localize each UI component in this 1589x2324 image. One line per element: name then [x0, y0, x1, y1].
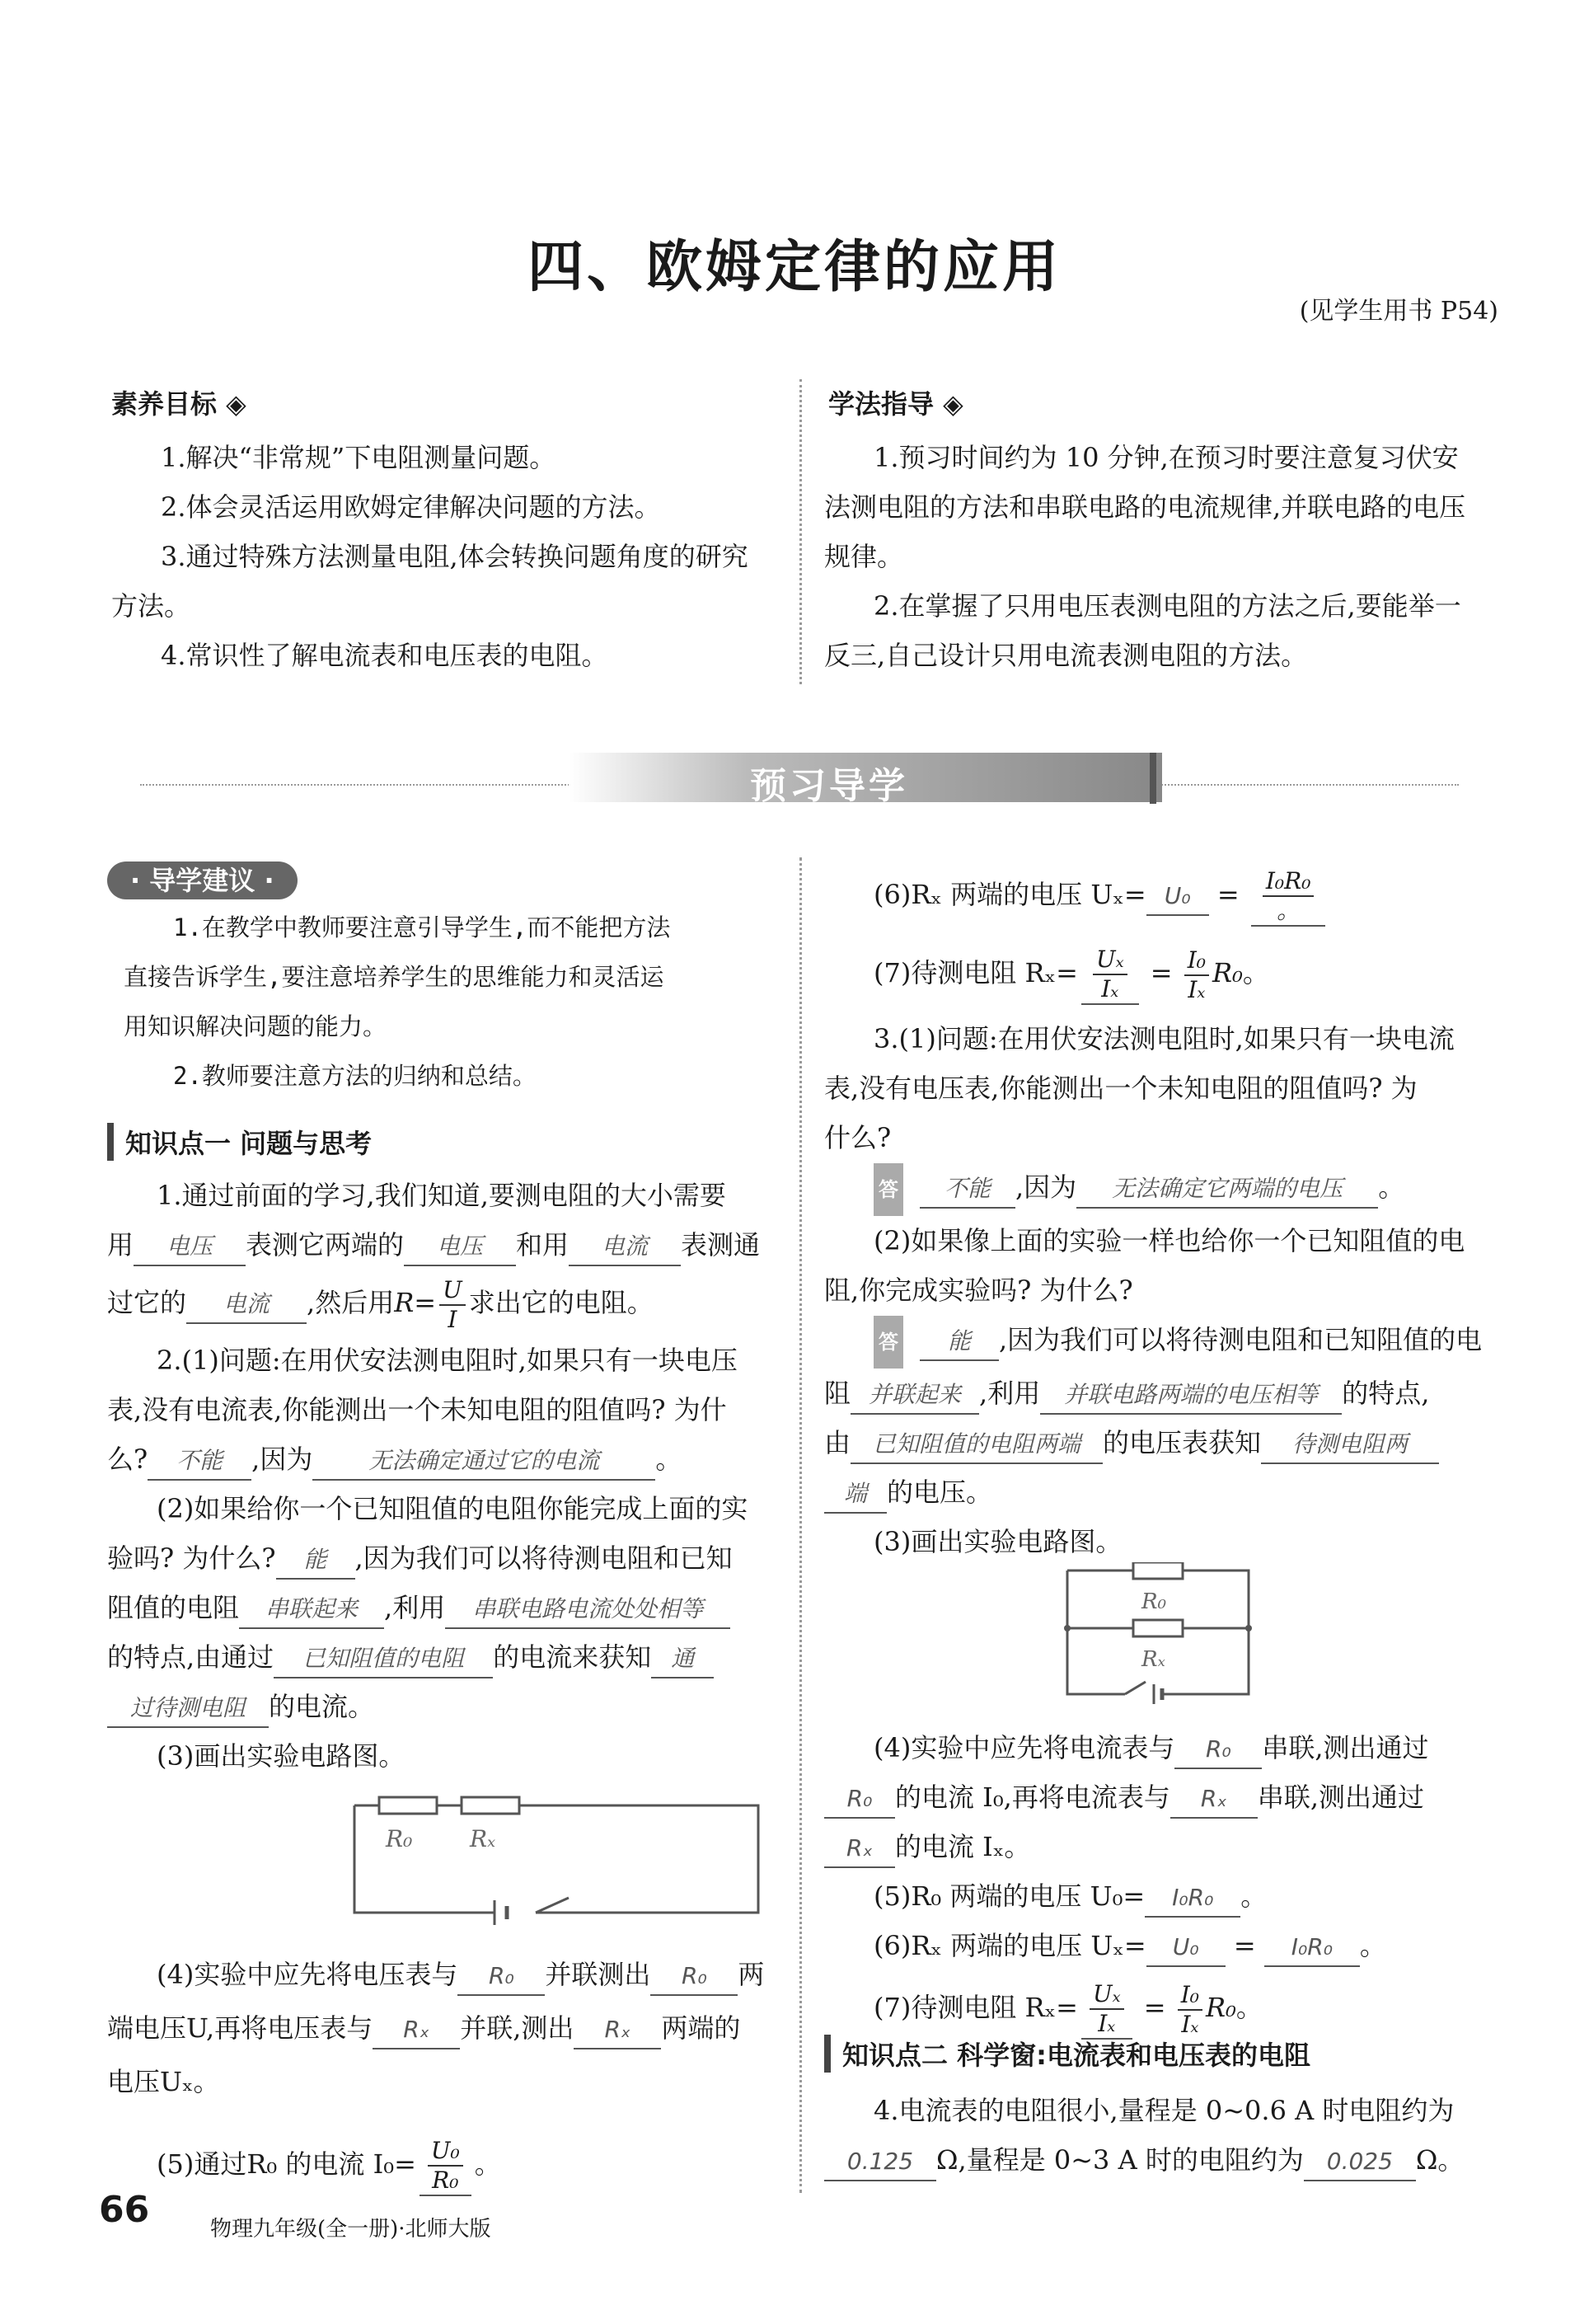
question-line: Rₓ 的电流 Iₓ。: [824, 1822, 1508, 1871]
question-line: (6)Rₓ 两端的电压 Uₓ= U₀ = I₀R₀ 。: [824, 1921, 1508, 1970]
question-line: (4)实验中应先将电流表与 R₀ 串联,测出通过: [824, 1723, 1508, 1772]
blank[interactable]: Rₓ: [373, 2012, 460, 2049]
series-circuit-diagram: [346, 1789, 775, 1937]
question-line: (6)Rₓ 两端的电压 Uₓ= U₀ = $\frac{\text{I₀R₀}}{。}$: [824, 857, 1508, 932]
blank[interactable]: 不能: [148, 1443, 251, 1481]
left-column: [107, 1171, 783, 1781]
blank[interactable]: 通: [651, 1641, 714, 1678]
column-divider: [799, 379, 802, 684]
blank[interactable]: 端: [824, 1476, 887, 1514]
blank[interactable]: 串联起来: [239, 1591, 384, 1629]
question-4: [824, 2086, 1508, 2185]
parallel-circuit-diagram: [1059, 1562, 1257, 1711]
question-line: (7)待测电阻 Rₓ= $\frac{\text{Uₓ}}{\text{Iₓ}}$ = $\frac{\text{I₀}}{\text{Iₓ}}$ R₀。: [874, 945, 1269, 1003]
method-line: 法测电阻的方法和串联电路的电流规律,并联电路的电压: [824, 491, 1466, 523]
blank[interactable]: 电流: [186, 1286, 307, 1324]
question-line: 表,没有电压表,你能测出一个未知电阻的阻值吗? 为: [824, 1073, 1418, 1104]
advice-tag: [107, 860, 298, 898]
resistor-r0: [1133, 1562, 1183, 1579]
advice-tag-label: · 导学建议 ·: [107, 862, 298, 899]
blank[interactable]: 0.125: [824, 2143, 936, 2181]
blank[interactable]: Rₓ: [1170, 1781, 1258, 1819]
blank[interactable]: 0.025: [1304, 2143, 1416, 2181]
blank[interactable]: 能: [920, 1323, 999, 1361]
blank[interactable]: 并联电路两端的电压相等: [1040, 1377, 1342, 1415]
blank[interactable]: R₀: [457, 1958, 545, 1996]
resistor-r0: [379, 1797, 437, 1814]
goals-heading: 素养目标 ◈: [111, 388, 246, 420]
label-rx: Rₓ: [470, 1825, 496, 1852]
page-title: 四、欧姆定律的应用: [527, 234, 1062, 300]
advice-line: 直接告诉学生,要注意培养学生的思维能力和灵活运: [124, 963, 664, 991]
answer-line: 阻 并联起来 ,利用 并联电路两端的电压相等 的特点,: [824, 1369, 1508, 1418]
resistor-rx: [1133, 1620, 1183, 1636]
advice-box: [124, 903, 766, 1101]
right-column: [824, 857, 1508, 1566]
question-line: 过待测电阻 的电流。: [107, 1682, 783, 1731]
fraction: $\frac{\text{I₀R₀}}{。}$: [1251, 867, 1326, 927]
blank[interactable]: R₀: [1174, 1731, 1262, 1769]
question-line: (2)如果给你一个已知阻值的电阻你能完成上面的实: [157, 1493, 748, 1524]
fraction: $\frac{\text{I₀}}{\text{Iₓ}}$: [1178, 1981, 1202, 2039]
answer-icon: 答: [874, 1316, 903, 1369]
blank[interactable]: U₀: [1146, 878, 1209, 916]
question-line: 阻,你完成实验吗? 为什么?: [824, 1275, 1133, 1306]
question-line: 电压Uₓ。: [107, 2066, 220, 2097]
knowledge-point-1: 知识点一 问题与思考: [107, 1123, 372, 1161]
goal-item: 4.常识性了解电流表和电压表的电阻。: [161, 640, 608, 671]
page-reference: (见学生用书 P54): [1299, 297, 1498, 326]
fraction: $\frac{\text{I₀}}{\text{Iₓ}}$: [1184, 946, 1209, 1004]
question-line: (5)R₀ 两端的电压 U₀= I₀R₀ 。: [824, 1871, 1508, 1921]
method-heading: 学法指导 ◈: [828, 388, 963, 420]
question-line: 0.125 Ω,量程是 0~3 A 时的电阻约为 0.025 Ω。: [824, 2135, 1508, 2185]
goal-item: 2.体会灵活运用欧姆定律解决问题的方法。: [161, 491, 661, 523]
diamond-icon: ◈: [943, 388, 963, 420]
blank[interactable]: 并联起来: [851, 1377, 979, 1415]
question-line: 验吗? 为什么? 能 ,因为我们可以将待测电阻和已知: [107, 1533, 783, 1583]
book-title: 物理九年级(全一册)·北师大版: [210, 2217, 491, 2242]
blank[interactable]: 无法确定通过它的电流: [312, 1443, 655, 1481]
blank[interactable]: 无法确定它两端的电压: [1076, 1171, 1378, 1209]
question-line: 1.通过前面的学习,我们知道,要测电阻的大小需要: [157, 1180, 726, 1211]
blank[interactable]: I₀R₀: [1264, 1929, 1360, 1967]
question-line: (5)通过R₀ 的电流 I₀= $\frac{\text{U₀}}{\text{R₀}}$ 。: [107, 2123, 783, 2205]
blank[interactable]: 能: [276, 1542, 355, 1580]
knowledge-point-2: 知识点二 科学窗:电流表和电压表的电阻: [824, 2035, 1310, 2073]
answer-icon: 答: [874, 1163, 903, 1216]
answer-line: 答 不能 ,因为 无法确定它两端的电压 。: [824, 1162, 1508, 1216]
answer-line: 端 的电压。: [824, 1467, 1508, 1517]
blank[interactable]: 已知阻值的电阻两端: [851, 1426, 1103, 1464]
blank[interactable]: R₀: [650, 1958, 738, 1996]
banner-label: 预习导学: [750, 765, 908, 807]
question-line: (3)画出实验电路图。: [874, 1526, 1123, 1557]
goals-list: [111, 433, 787, 680]
question-line: (4)实验中应先将电压表与 R₀ 并联测出 R₀ 两: [107, 1950, 783, 1999]
blank[interactable]: 已知阻值的电阻: [274, 1641, 493, 1678]
label-r0: R₀: [1141, 1589, 1166, 1614]
diamond-icon: ◈: [226, 388, 246, 420]
blank[interactable]: 电压: [134, 1228, 246, 1266]
blank[interactable]: 过待测电阻: [107, 1690, 269, 1728]
fraction: $\frac{U}{I}$: [439, 1276, 466, 1334]
advice-line: 1.在教学中教师要注意引导学生,而不能把方法: [173, 913, 671, 941]
goal-item: 1.解决“非常规”下电阻测量问题。: [161, 442, 556, 473]
question-line: 表,没有电流表,你能测出一个未知电阻的阻值吗? 为什: [107, 1394, 727, 1425]
blank[interactable]: Rₓ: [574, 2012, 661, 2049]
question-line: (3)画出实验电路图。: [157, 1740, 405, 1772]
blank[interactable]: Rₓ: [824, 1830, 895, 1868]
question-line: (2)如果像上面的实验一样也给你一个已知阻值的电: [874, 1225, 1465, 1256]
method-line: 1.预习时间约为 10 分钟,在预习时要注意复习伏安: [874, 442, 1459, 473]
blank[interactable]: 电流: [569, 1228, 681, 1266]
blank[interactable]: 电压: [404, 1228, 516, 1266]
blank[interactable]: R₀: [824, 1781, 895, 1819]
advice-line: 2.教师要注意方法的归纳和总结。: [173, 1062, 537, 1090]
answer-line: 答 能 ,因为我们可以将待测电阻和已知阻值的电: [824, 1315, 1508, 1369]
goal-item: 方法。: [111, 590, 191, 622]
question-line: 端电压U,再将电压表与 Rₓ 并联,测出 Rₓ 两端的: [107, 1999, 783, 2057]
section-banner: [140, 753, 1459, 807]
method-line: 反三,自己设计只用电流表测电阻的方法。: [824, 640, 1308, 671]
blank[interactable]: 不能: [920, 1171, 1015, 1209]
label-r0: R₀: [386, 1825, 413, 1852]
question-line: 么? 不能 ,因为 无法确定通过它的电流 。: [107, 1434, 783, 1484]
blank[interactable]: U₀: [1146, 1929, 1226, 1967]
question-line: 3.(1)问题:在用伏安法测电阻时,如果只有一块电流: [874, 1023, 1455, 1054]
fraction: $\frac{\text{Uₓ}}{\text{Iₓ}}$: [1081, 1980, 1132, 2040]
blank[interactable]: 待测电阻两: [1261, 1426, 1439, 1464]
blank[interactable]: I₀R₀: [1145, 1880, 1240, 1918]
page-number: 66: [99, 2189, 150, 2231]
goal-item: 3.通过特殊方法测量电阻,体会转换问题角度的研究: [161, 541, 748, 572]
method-line: 2.在掌握了只用电压表测电阻的方法之后,要能举一: [874, 590, 1461, 622]
advice-line: 用知识解决问题的能力。: [124, 1012, 387, 1040]
question-line: (7)待测电阻 Rₓ= $\frac{\text{Uₓ}}{\text{Iₓ}}$ = $\frac{\text{I₀}}{\text{Iₓ}}$ R₀。: [874, 1979, 1263, 2038]
answer-line: 由 已知阻值的电阻两端 的电压表获知 待测电阻两: [824, 1418, 1508, 1467]
question-line: 的特点,由通过 已知阻值的电阻 的电流来获知 通: [107, 1632, 783, 1682]
column-divider: [799, 857, 802, 2193]
question-line: 什么?: [824, 1122, 892, 1153]
blank[interactable]: 串联电路电流处处相等: [445, 1591, 730, 1629]
question-line: 2.(1)问题:在用伏安法测电阻时,如果只有一块电压: [157, 1345, 738, 1376]
right-column-lower: [824, 1723, 1508, 2045]
resistor-rx: [462, 1797, 519, 1814]
question-line: 阻值的电阻 串联起来 ,利用 串联电路电流处处相等: [107, 1583, 783, 1632]
fraction: $\frac{\text{Uₓ}}{\text{Iₓ}}$: [1081, 946, 1139, 1005]
fraction: $\frac{\text{U₀}}{\text{R₀}}$: [420, 2137, 471, 2196]
question-line: 过它的 电流 ,然后用R= $\frac{U}{I}$ 求出它的电阻。: [107, 1275, 654, 1333]
method-list: [824, 433, 1500, 680]
question-line: 4.电流表的电阻很小,量程是 0~0.6 A 时电阻约为: [874, 2095, 1455, 2126]
label-rx: Rₓ: [1141, 1647, 1165, 1672]
question-line: R₀ 的电流 I₀,再将电流表与 Rₓ 串联,测出通过: [824, 1772, 1508, 1822]
question-line: 用 电压 表测它两端的 电压 和用 电流 表测通: [107, 1220, 783, 1270]
left-column-lower: [107, 1950, 783, 2205]
method-line: 规律。: [824, 541, 904, 572]
